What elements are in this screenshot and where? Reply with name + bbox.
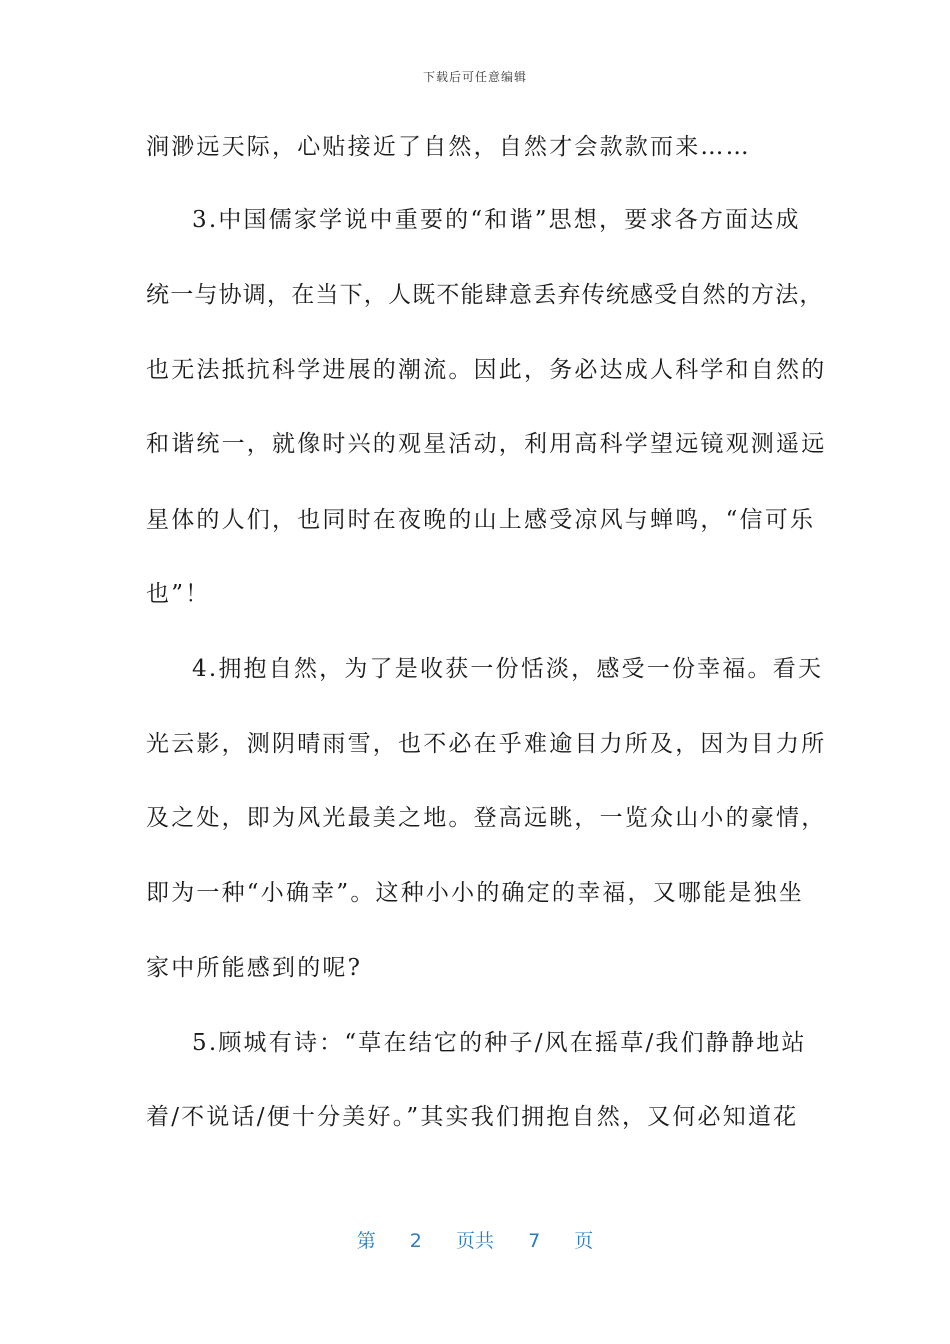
page-label-prefix: 第	[356, 1230, 376, 1252]
page-footer	[0, 1226, 950, 1253]
text-line: 4.拥抱自然，为了是收获一份恬淡，感受一份幸福。看天	[192, 656, 824, 682]
text-line: 3.中国儒家学说中重要的“和谐”思想，要求各方面达成	[192, 207, 801, 233]
text-line: 光云影，测阴晴雨雪，也不必在乎难逾目力所及，因为目力所	[146, 731, 827, 757]
text-line: 5.顾城有诗：“草在结它的种子/风在摇草/我们静静地站	[192, 1030, 807, 1056]
text-line: 也无法抵抗科学进展的潮流。因此，务必达成人科学和自然的	[146, 357, 827, 383]
total-pages-number: 7	[528, 1230, 541, 1252]
text-line: 即为一种“小确幸”。这种小小的确定的幸福，又哪能是独坐	[146, 880, 804, 906]
page-label-mid: 页共	[455, 1230, 494, 1252]
text-line: 涧渺远天际，心贴接近了自然，自然才会款款而来……	[146, 134, 751, 160]
text-line: 和谐统一，就像时兴的观星活动，利用高科学望远镜观测遥远	[146, 431, 827, 457]
text-line: 着/不说话/便十分美好。”其实我们拥抱自然，又何必知道花	[146, 1104, 799, 1130]
page-label-suffix: 页	[574, 1230, 594, 1252]
text-line: 星体的人们，也同时在夜晚的山上感受凉风与蝉鸣，“信可乐	[146, 507, 816, 533]
text-line: 统一与协调，在当下，人既不能肆意丢弃传统感受自然的方法，	[146, 282, 824, 308]
current-page-number: 2	[409, 1230, 422, 1252]
text-line: 及之处，即为风光最美之地。登高远眺，一览众山小的豪情，	[146, 805, 827, 831]
text-line: 也”！	[146, 581, 211, 607]
header-note: 下载后可任意编辑	[422, 70, 527, 84]
text-line: 家中所能感到的呢?	[146, 955, 363, 981]
